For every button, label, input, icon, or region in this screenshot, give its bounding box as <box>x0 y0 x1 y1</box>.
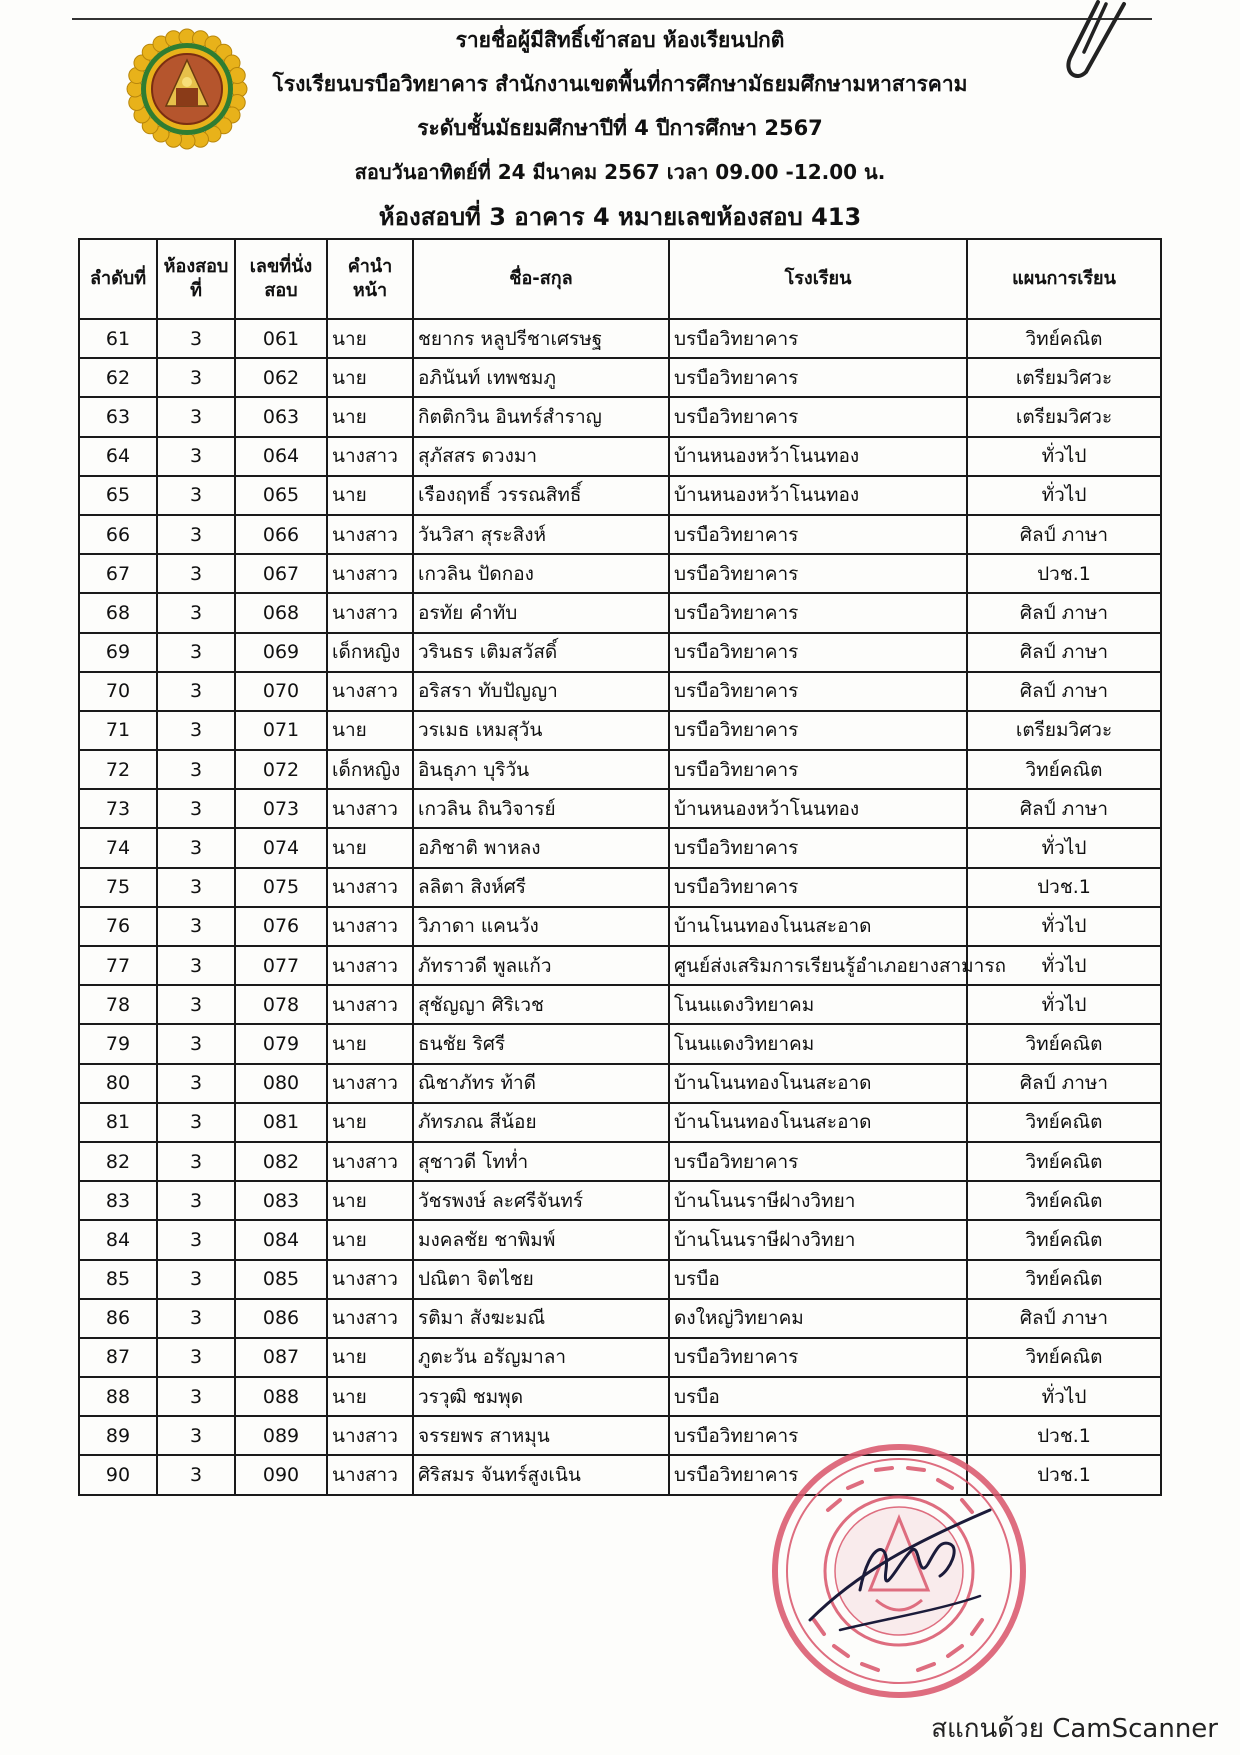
cell-prefix: นางสาว <box>327 1064 413 1103</box>
cell-plan: ศิลป์ ภาษา <box>967 1299 1161 1338</box>
cell-school: บรบือวิทยาคาร <box>669 868 967 907</box>
cell-name: วรวุฒิ ชมพุด <box>413 1377 669 1416</box>
table-row <box>79 1181 1161 1220</box>
cell-prefix: เด็กหญิง <box>327 633 413 672</box>
cell-plan: ศิลป์ ภาษา <box>967 515 1161 554</box>
cell-school: บรบือ <box>669 1377 967 1416</box>
cell-seat: 071 <box>235 711 327 750</box>
cell-seat: 065 <box>235 476 327 515</box>
cell-school: บรบือวิทยาคาร <box>669 554 967 593</box>
col-header-plan: แผนการเรียน <box>967 239 1161 319</box>
cell-plan: วิทย์คณิต <box>967 1181 1161 1220</box>
col-header-room: ห้องสอบที่ <box>157 239 235 319</box>
cell-plan: ทั่วไป <box>967 946 1161 985</box>
cell-no: 85 <box>79 1260 157 1299</box>
table-row <box>79 1103 1161 1142</box>
cell-no: 75 <box>79 868 157 907</box>
cell-name: วรเมธ เหมสุวัน <box>413 711 669 750</box>
cell-room: 3 <box>157 1103 235 1142</box>
cell-plan: เตรียมวิศวะ <box>967 358 1161 397</box>
cell-plan: ทั่วไป <box>967 828 1161 867</box>
cell-room: 3 <box>157 1260 235 1299</box>
cell-school: โนนแดงวิทยาคม <box>669 985 967 1024</box>
cell-name: มงคลชัย ชาพิมพ์ <box>413 1220 669 1259</box>
table-header-row <box>79 239 1161 319</box>
cell-seat: 077 <box>235 946 327 985</box>
table-row <box>79 633 1161 672</box>
cell-name: ธนชัย ริศรี <box>413 1024 669 1063</box>
table-row <box>79 593 1161 632</box>
cell-school: บ้านโนนราษีฝางวิทยา <box>669 1220 967 1259</box>
cell-prefix: นางสาว <box>327 946 413 985</box>
cell-room: 3 <box>157 711 235 750</box>
cell-prefix: นาย <box>327 1103 413 1142</box>
cell-seat: 061 <box>235 319 327 358</box>
cell-prefix: นางสาว <box>327 1455 413 1494</box>
cell-school: บรบือวิทยาคาร <box>669 515 967 554</box>
cell-school: บรบือวิทยาคาร <box>669 711 967 750</box>
cell-no: 77 <box>79 946 157 985</box>
cell-prefix: นาย <box>327 1377 413 1416</box>
cell-room: 3 <box>157 1181 235 1220</box>
cell-school: บรบือวิทยาคาร <box>669 1142 967 1181</box>
table-row <box>79 985 1161 1024</box>
table-row <box>79 358 1161 397</box>
cell-prefix: นาย <box>327 1220 413 1259</box>
cell-school: บ้านหนองหว้าโนนทอง <box>669 476 967 515</box>
cell-no: 62 <box>79 358 157 397</box>
table-row <box>79 1260 1161 1299</box>
cell-seat: 080 <box>235 1064 327 1103</box>
table-row <box>79 868 1161 907</box>
cell-name: ปณิตา จิตไชย <box>413 1260 669 1299</box>
cell-seat: 084 <box>235 1220 327 1259</box>
col-header-no: ลำดับที่ <box>79 239 157 319</box>
col-header-seat: เลขที่นั่งสอบ <box>235 239 327 319</box>
cell-seat: 082 <box>235 1142 327 1181</box>
cell-school: บ้านโนนทองโนนสะอาด <box>669 1064 967 1103</box>
cell-school: ศูนย์ส่งเสริมการเรียนรู้อำเภอยางสามารถ <box>669 946 967 985</box>
cell-seat: 089 <box>235 1416 327 1455</box>
table-row <box>79 319 1161 358</box>
cell-no: 61 <box>79 319 157 358</box>
cell-plan: ศิลป์ ภาษา <box>967 672 1161 711</box>
cell-plan: ทั่วไป <box>967 476 1161 515</box>
cell-name: จรรยพร สาหมุน <box>413 1416 669 1455</box>
cell-name: เกวลิน ปัดกอง <box>413 554 669 593</box>
cell-seat: 090 <box>235 1455 327 1494</box>
cell-seat: 083 <box>235 1181 327 1220</box>
cell-plan: วิทย์คณิต <box>967 1142 1161 1181</box>
cell-room: 3 <box>157 1416 235 1455</box>
cell-school: โนนแดงวิทยาคม <box>669 1024 967 1063</box>
cell-name: อินธุภา บุริวัน <box>413 750 669 789</box>
cell-plan: วิทย์คณิต <box>967 1103 1161 1142</box>
cell-seat: 076 <box>235 907 327 946</box>
cell-plan: วิทย์คณิต <box>967 750 1161 789</box>
cell-prefix: นาย <box>327 1338 413 1377</box>
cell-room: 3 <box>157 358 235 397</box>
cell-school: บ้านหนองหว้าโนนทอง <box>669 437 967 476</box>
top-rule <box>72 18 1152 20</box>
cell-school: ดงใหญ่วิทยาคม <box>669 1299 967 1338</box>
cell-room: 3 <box>157 633 235 672</box>
cell-school: บ้านโนนทองโนนสะอาด <box>669 907 967 946</box>
table-row <box>79 397 1161 436</box>
cell-plan: ปวช.1 <box>967 1455 1161 1494</box>
cell-school: บรบือวิทยาคาร <box>669 633 967 672</box>
cell-school: บรบือ <box>669 1260 967 1299</box>
cell-school: บรบือวิทยาคาร <box>669 750 967 789</box>
cell-seat: 068 <box>235 593 327 632</box>
cell-no: 73 <box>79 789 157 828</box>
cell-no: 88 <box>79 1377 157 1416</box>
table-row <box>79 476 1161 515</box>
cell-prefix: นางสาว <box>327 1416 413 1455</box>
cell-plan: ทั่วไป <box>967 1377 1161 1416</box>
cell-no: 68 <box>79 593 157 632</box>
cell-name: รติมา สังฆะมณี <box>413 1299 669 1338</box>
cell-no: 89 <box>79 1416 157 1455</box>
cell-no: 66 <box>79 515 157 554</box>
cell-prefix: นาย <box>327 1024 413 1063</box>
cell-no: 82 <box>79 1142 157 1181</box>
cell-prefix: นางสาว <box>327 554 413 593</box>
cell-name: เกวลิน ถินวิจารย์ <box>413 789 669 828</box>
cell-plan: ศิลป์ ภาษา <box>967 1064 1161 1103</box>
cell-plan: ปวช.1 <box>967 868 1161 907</box>
cell-plan: ปวช.1 <box>967 1416 1161 1455</box>
cell-no: 72 <box>79 750 157 789</box>
cell-school: บ้านหนองหว้าโนนทอง <box>669 789 967 828</box>
cell-name: ลลิตา สิงห์ศรี <box>413 868 669 907</box>
cell-prefix: นาย <box>327 828 413 867</box>
cell-room: 3 <box>157 476 235 515</box>
cell-room: 3 <box>157 672 235 711</box>
cell-name: วัชรพงษ์ ละศรีจันทร์ <box>413 1181 669 1220</box>
cell-plan: ทั่วไป <box>967 907 1161 946</box>
cell-prefix: นาย <box>327 476 413 515</box>
table-row <box>79 554 1161 593</box>
cell-room: 3 <box>157 515 235 554</box>
table-row <box>79 711 1161 750</box>
table-row <box>79 1064 1161 1103</box>
cell-prefix: นางสาว <box>327 789 413 828</box>
cell-name: สุชัญญา ศิริเวช <box>413 985 669 1024</box>
cell-seat: 069 <box>235 633 327 672</box>
cell-room: 3 <box>157 319 235 358</box>
cell-prefix: นาย <box>327 358 413 397</box>
cell-school: บรบือวิทยาคาร <box>669 358 967 397</box>
cell-prefix: นางสาว <box>327 672 413 711</box>
cell-no: 81 <box>79 1103 157 1142</box>
cell-plan: วิทย์คณิต <box>967 1220 1161 1259</box>
table-row <box>79 1220 1161 1259</box>
cell-school: บ้านโนนทองโนนสะอาด <box>669 1103 967 1142</box>
cell-room: 3 <box>157 1299 235 1338</box>
table-row <box>79 946 1161 985</box>
cell-room: 3 <box>157 1455 235 1494</box>
table-row <box>79 1338 1161 1377</box>
cell-prefix: นางสาว <box>327 1142 413 1181</box>
cell-room: 3 <box>157 1064 235 1103</box>
table-row <box>79 1142 1161 1181</box>
cell-seat: 067 <box>235 554 327 593</box>
cell-name: ภัทราวดี พูลแก้ว <box>413 946 669 985</box>
cell-prefix: นางสาว <box>327 1299 413 1338</box>
cell-no: 90 <box>79 1455 157 1494</box>
cell-no: 80 <box>79 1064 157 1103</box>
table-row <box>79 437 1161 476</box>
cell-plan: วิทย์คณิต <box>967 319 1161 358</box>
cell-seat: 062 <box>235 358 327 397</box>
cell-prefix: นางสาว <box>327 985 413 1024</box>
cell-plan: เตรียมวิศวะ <box>967 711 1161 750</box>
cell-seat: 073 <box>235 789 327 828</box>
cell-school: บรบือวิทยาคาร <box>669 1416 967 1455</box>
cell-prefix: นางสาว <box>327 868 413 907</box>
table-row <box>79 789 1161 828</box>
cell-name: วรินธร เติมสวัสดิ์ <box>413 633 669 672</box>
cell-prefix: นางสาว <box>327 907 413 946</box>
cell-school: บรบือวิทยาคาร <box>669 319 967 358</box>
cell-school: บ้านโนนราษีฝางวิทยา <box>669 1181 967 1220</box>
cell-name: กิตติกวิน อินทร์สำราญ <box>413 397 669 436</box>
cell-school: บรบือวิทยาคาร <box>669 1455 967 1494</box>
cell-school: บรบือวิทยาคาร <box>669 593 967 632</box>
cell-school: บรบือวิทยาคาร <box>669 1338 967 1377</box>
cell-plan: ทั่วไป <box>967 437 1161 476</box>
title-line-3: ระดับชั้นมัธยมศึกษาปีที่ 4 ปีการศึกษา 2567 <box>417 116 823 140</box>
cell-prefix: นาย <box>327 711 413 750</box>
cell-name: ภูตะวัน อรัญมาลา <box>413 1338 669 1377</box>
table-row <box>79 1024 1161 1063</box>
cell-plan: ศิลป์ ภาษา <box>967 593 1161 632</box>
cell-room: 3 <box>157 397 235 436</box>
cell-no: 67 <box>79 554 157 593</box>
cell-prefix: นาย <box>327 1181 413 1220</box>
cell-name: ภัทรภณ สีน้อย <box>413 1103 669 1142</box>
cell-school: บรบือวิทยาคาร <box>669 672 967 711</box>
cell-seat: 066 <box>235 515 327 554</box>
cell-name: สุชาวดี โทท่ำ <box>413 1142 669 1181</box>
cell-no: 74 <box>79 828 157 867</box>
cell-room: 3 <box>157 1024 235 1063</box>
cell-room: 3 <box>157 593 235 632</box>
col-header-prefix: คำนำหน้า <box>327 239 413 319</box>
signature-icon <box>800 1500 1000 1640</box>
cell-room: 3 <box>157 828 235 867</box>
cell-name: สุภัสสร ดวงมา <box>413 437 669 476</box>
cell-room: 3 <box>157 1220 235 1259</box>
cell-plan: ปวช.1 <box>967 554 1161 593</box>
roster-table <box>78 238 1162 1496</box>
exam-date-line: สอบวันอาทิตย์ที่ 24 มีนาคม 2567 เวลา 09.00 -12.00 น. <box>354 160 886 184</box>
cell-room: 3 <box>157 1142 235 1181</box>
cell-no: 83 <box>79 1181 157 1220</box>
cell-name: ชยากร หลูปรีชาเศรษฐ <box>413 319 669 358</box>
cell-plan: ทั่วไป <box>967 985 1161 1024</box>
cell-room: 3 <box>157 907 235 946</box>
cell-seat: 075 <box>235 868 327 907</box>
cell-prefix: นางสาว <box>327 1260 413 1299</box>
table-row <box>79 515 1161 554</box>
table-row <box>79 1377 1161 1416</box>
cell-prefix: เด็กหญิง <box>327 750 413 789</box>
cell-room: 3 <box>157 750 235 789</box>
cell-seat: 087 <box>235 1338 327 1377</box>
cell-prefix: นางสาว <box>327 593 413 632</box>
col-header-school: โรงเรียน <box>669 239 967 319</box>
cell-no: 84 <box>79 1220 157 1259</box>
cell-no: 86 <box>79 1299 157 1338</box>
cell-prefix: นาย <box>327 319 413 358</box>
cell-no: 78 <box>79 985 157 1024</box>
cell-seat: 063 <box>235 397 327 436</box>
cell-plan: วิทย์คณิต <box>967 1260 1161 1299</box>
title-line-2: โรงเรียนบรบือวิทยาคาร สำนักงานเขตพื้นที่การศึกษามัธยมศึกษามหาสารคาม <box>272 72 968 96</box>
cell-room: 3 <box>157 868 235 907</box>
cell-name: อภินันท์ เทพชมภู <box>413 358 669 397</box>
title-line-1: รายชื่อผู้มีสิทธิ์เข้าสอบ ห้องเรียนปกติ <box>455 28 785 52</box>
cell-seat: 078 <box>235 985 327 1024</box>
cell-plan: วิทย์คณิต <box>967 1024 1161 1063</box>
cell-plan: วิทย์คณิต <box>967 1338 1161 1377</box>
cell-no: 70 <box>79 672 157 711</box>
table-row <box>79 672 1161 711</box>
table-row <box>79 750 1161 789</box>
cell-no: 76 <box>79 907 157 946</box>
cell-name: อภิชาติ พาหลง <box>413 828 669 867</box>
scanner-watermark: สแกนด้วย CamScanner <box>931 1714 1218 1744</box>
cell-no: 64 <box>79 437 157 476</box>
table-row <box>79 828 1161 867</box>
cell-no: 87 <box>79 1338 157 1377</box>
cell-name: อรทัย คำทับ <box>413 593 669 632</box>
cell-name: วิภาดา แคนวัง <box>413 907 669 946</box>
cell-plan: ศิลป์ ภาษา <box>967 633 1161 672</box>
cell-name: วันวิสา สุระสิงห์ <box>413 515 669 554</box>
cell-seat: 064 <box>235 437 327 476</box>
cell-seat: 086 <box>235 1299 327 1338</box>
cell-room: 3 <box>157 554 235 593</box>
cell-no: 69 <box>79 633 157 672</box>
cell-no: 63 <box>79 397 157 436</box>
cell-room: 3 <box>157 789 235 828</box>
cell-room: 3 <box>157 946 235 985</box>
cell-seat: 088 <box>235 1377 327 1416</box>
cell-school: บรบือวิทยาคาร <box>669 397 967 436</box>
cell-name: เรืองฤทธิ์ วรรณสิทธิ์ <box>413 476 669 515</box>
cell-seat: 072 <box>235 750 327 789</box>
cell-school: บรบือวิทยาคาร <box>669 828 967 867</box>
cell-prefix: นางสาว <box>327 437 413 476</box>
cell-prefix: นาย <box>327 397 413 436</box>
cell-room: 3 <box>157 1338 235 1377</box>
exam-room-line: ห้องสอบที่ 3 อาคาร 4 หมายเลขห้องสอบ 413 <box>378 203 862 231</box>
cell-plan: ศิลป์ ภาษา <box>967 789 1161 828</box>
cell-seat: 074 <box>235 828 327 867</box>
cell-seat: 085 <box>235 1260 327 1299</box>
cell-name: อริสรา ทับปัญญา <box>413 672 669 711</box>
cell-room: 3 <box>157 985 235 1024</box>
cell-no: 71 <box>79 711 157 750</box>
col-header-name: ชื่อ-สกุล <box>413 239 669 319</box>
table-row <box>79 1299 1161 1338</box>
table-row <box>79 907 1161 946</box>
cell-seat: 070 <box>235 672 327 711</box>
cell-plan: เตรียมวิศวะ <box>967 397 1161 436</box>
cell-no: 65 <box>79 476 157 515</box>
cell-room: 3 <box>157 1377 235 1416</box>
cell-room: 3 <box>157 437 235 476</box>
cell-name: ณิชาภัทร ท้าดี <box>413 1064 669 1103</box>
cell-prefix: นางสาว <box>327 515 413 554</box>
cell-name: ศิริสมร จันทร์สูงเนิน <box>413 1455 669 1494</box>
cell-seat: 079 <box>235 1024 327 1063</box>
cell-no: 79 <box>79 1024 157 1063</box>
cell-seat: 081 <box>235 1103 327 1142</box>
